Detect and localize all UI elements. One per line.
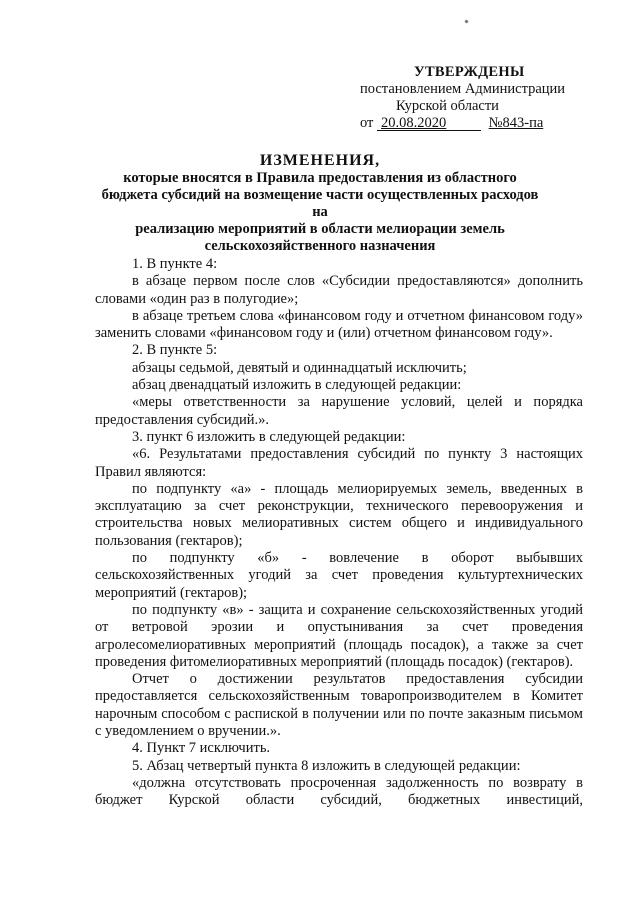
- approval-region: Курской области: [396, 98, 499, 114]
- approval-block: [360, 64, 610, 132]
- paragraph: по подпункту «б» - вовлечение в оборот выбывших сельскохозяйственных угодий за счет проведения культуртехнических мероприятий (гектаров);: [95, 550, 583, 601]
- paragraph: в абзаце первом после слов «Субсидии предоставляются» дополнить словами «один раз в полугодие»;: [95, 273, 583, 307]
- document-heading: [95, 152, 545, 255]
- heading-line: которые вносятся в Правила предоставления из областного: [123, 170, 517, 186]
- paragraph: «6. Результатами предоставления субсидий по пункту 3 настоящих Правил являются:: [95, 446, 583, 480]
- item-2: 2. В пункте 5:: [132, 342, 218, 359]
- paragraph: по подпункту «в» - защита и сохранение сельскохозяйственных угодий от ветровой эрозии и опустынивания за счет проведения агролесомелиоративных мероприятий (площадь посадок), а также за счет проведения фитомелиоративных мероприятий (площадь посадок) (гектаров).: [95, 601, 583, 670]
- approval-date-line: [360, 115, 610, 132]
- heading-line: бюджета субсидий на возмещение части осуществленных расходов на: [101, 187, 539, 220]
- paragraph: в абзаце третьем слова «финансовом году и отчетном финансовом году» заменить словами «финансовом году и (или) отчетном финансовом году».: [95, 307, 583, 342]
- paragraph: «меры ответственности за нарушение условий, целей и порядка предоставления субсидий.».: [95, 394, 583, 428]
- approval-number: №843-па: [488, 115, 544, 131]
- scan-speck: [464, 19, 468, 23]
- heading-title: ИЗМЕНЕНИЯ,: [259, 152, 381, 169]
- document-body: [95, 256, 583, 810]
- approval-title: УТВЕРЖДЕНЫ: [414, 64, 525, 80]
- paragraph: абзац двенадцатый изложить в следующей редакции:: [132, 377, 462, 394]
- date-prefix: от: [360, 115, 374, 131]
- paragraph: «должна отсутствовать просроченная задолженность по возврату в бюджет Курской области субсидий, бюджетных инвестиций,: [95, 774, 583, 809]
- item-3: 3. пункт 6 изложить в следующей редакции:: [132, 428, 406, 445]
- approval-authority: постановлением Администрации: [360, 81, 566, 97]
- item-5: 5. Абзац четвертый пункта 8 изложить в следующей редакции:: [132, 757, 521, 774]
- paragraph: Отчет о достижении результатов предоставления субсидии предоставляется сельскохозяйственным товаропроизводителем в Комитет нарочным способом с распиской в получении или по почте заказным письмом с уведомлением о вручении.».: [95, 671, 583, 740]
- approval-date: 20.08.2020: [377, 116, 481, 131]
- item-4: 4. Пункт 7 исключить.: [132, 740, 271, 757]
- paragraph: абзацы седьмой, девятый и одиннадцатый исключить;: [132, 359, 467, 376]
- heading-line: реализацию мероприятий в области мелиорации земель: [135, 221, 505, 237]
- paragraph: по подпункту «а» - площадь мелиорируемых земель, введенных в эксплуатацию за счет реконструкции, технического перевооружения и строительства новых мелиоративных систем общего и индивидуального пользования (гектаров);: [95, 480, 583, 549]
- heading-line: сельскохозяйственного назначения: [204, 238, 436, 254]
- item-1: 1. В пункте 4:: [132, 256, 218, 272]
